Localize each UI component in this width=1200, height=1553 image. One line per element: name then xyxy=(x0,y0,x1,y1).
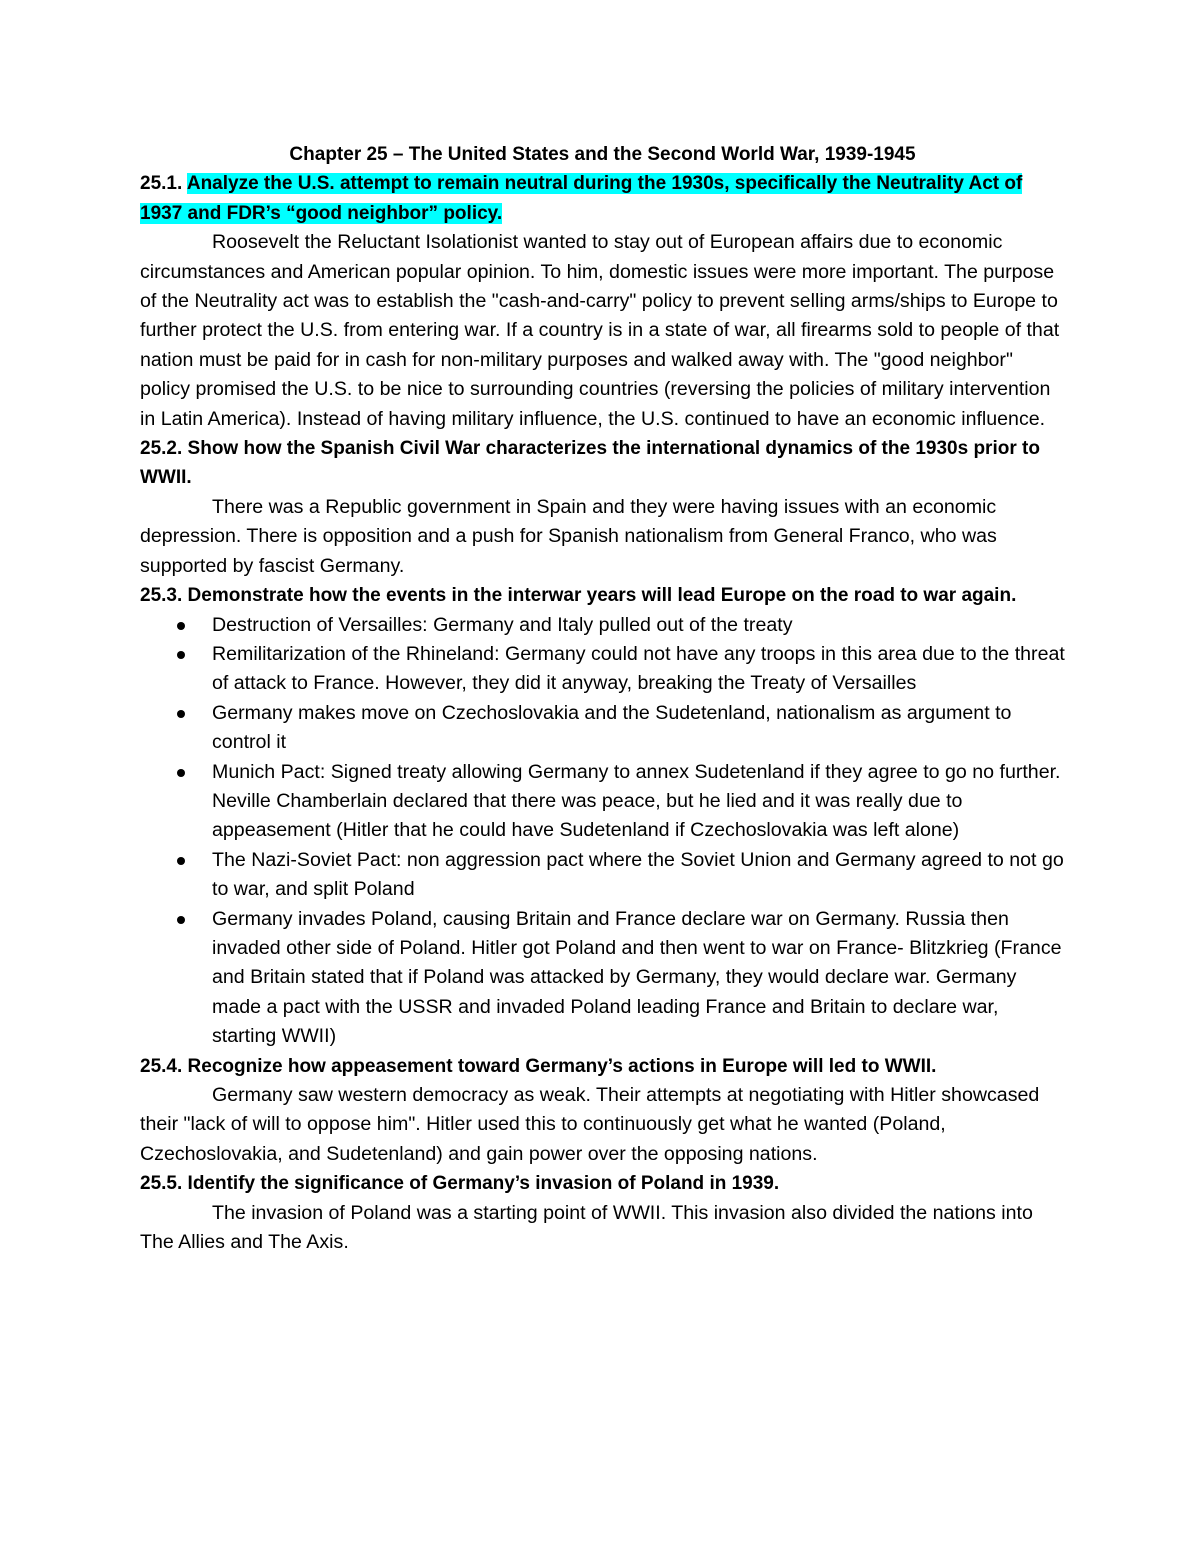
list-item xyxy=(140,640,1065,699)
section-number: 25.4. xyxy=(140,1055,183,1077)
section-paragraph: There was a Republic government in Spain and they were having issues with an economic depression. There is opposition and a push for Spanish nationalism from General Franco, who was supported by fascist Germany. xyxy=(140,495,997,577)
list-item-text: Germany makes move on Czechoslovakia and the Sudetenland, nationalism as argument to control it xyxy=(212,701,1012,754)
list-item-text: Destruction of Versailles: Germany and Italy pulled out of the treaty xyxy=(212,613,793,636)
heading-text: Recognize how appeasement toward Germany’s actions in Europe will led to WWII. xyxy=(187,1055,937,1077)
section-heading xyxy=(140,1169,1065,1198)
heading-text: Identify the significance of Germany’s invasion of Poland in 1939. xyxy=(187,1173,780,1195)
section-heading xyxy=(140,434,1065,493)
bullet-icon xyxy=(177,769,185,777)
section-25-3 xyxy=(140,581,1065,1052)
bullet-icon xyxy=(177,622,185,630)
document-page xyxy=(140,140,1065,1257)
section-25-1 xyxy=(140,169,1065,434)
section-paragraph: Roosevelt the Reluctant Isolationist wanted to stay out of European affairs due to economic circumstances and American popular opinion. To him, domestic issues were more important. The purpose of the Neutrality act was to establish the "cash-and-carry" policy to prevent selling arms/ships to Europe to further protect the U.S. from entering war. If a country is in a state of war, all firearms sold to people of that nation must be paid for in cash for non-military purposes and walked away with. The "good neighbor" policy promised the U.S. to be nice to surrounding countries (reversing the policies of military intervention in Latin America). Instead of having military influence, the U.S. continued to have an economic influence. xyxy=(140,231,1060,430)
bullet-icon xyxy=(177,651,185,659)
heading-text: Demonstrate how the events in the interwar years will lead Europe on the road to war again. xyxy=(187,585,1017,607)
section-paragraph: The invasion of Poland was a starting point of WWII. This invasion also divided the nations into The Allies and The Axis. xyxy=(140,1201,1033,1254)
list-item-text: The Nazi-Soviet Pact: non aggression pact where the Soviet Union and Germany agreed to not go to war, and split Poland xyxy=(212,848,1064,901)
section-25-2 xyxy=(140,434,1065,581)
section-number: 25.3. xyxy=(140,585,183,607)
list-item-text: Munich Pact: Signed treaty allowing Germany to annex Sudetenland if they agree to go no further. Neville Chamberlain declared that there was peace, but he lied and it was really due to appeasement (Hitler that he could have Sudetenland if Czechoslovakia was left alone) xyxy=(212,760,1061,842)
heading-text: Show how the Spanish Civil War characterizes the international dynamics of the 1930s prior to WWII. xyxy=(140,438,1040,489)
highlighted-heading-text: Analyze the U.S. attempt to remain neutral during the 1930s, specifically the Neutrality Act of 1937 and FDR’s “good neighbor” policy. xyxy=(140,173,1023,224)
section-heading xyxy=(140,581,1065,610)
bullet-icon xyxy=(177,916,185,924)
list-item xyxy=(140,611,1065,640)
bullet-icon xyxy=(177,710,185,718)
bullet-list xyxy=(140,611,1065,1052)
list-item-text: Remilitarization of the Rhineland: Germany could not have any troops in this area due to the threat of attack to France. However, they did it anyway, breaking the Treaty of Versailles xyxy=(212,642,1065,695)
section-number: 25.1. xyxy=(140,173,183,195)
list-item-text: Germany invades Poland, causing Britain and France declare war on Germany. Russia then invaded other side of Poland. Hitler got Poland and then went to war on France- Blitzkrieg (France and Britain stated that if Poland was attacked by Germany, they would declare war. Germany made a pact with the USSR and invaded Poland leading France and Britain to declare war, starting WWII) xyxy=(212,907,1062,1048)
section-heading xyxy=(140,1052,1065,1081)
bullet-icon xyxy=(177,857,185,865)
section-number: 25.2. xyxy=(140,438,183,460)
list-item xyxy=(140,699,1065,758)
list-item xyxy=(140,905,1065,1052)
section-paragraph: Germany saw western democracy as weak. Their attempts at negotiating with Hitler showcased their "lack of will to oppose him". Hitler used this to continuously get what he wanted (Poland, Czechoslovakia, and Sudetenland) and gain power over the opposing nations. xyxy=(140,1084,1040,1165)
section-number: 25.5. xyxy=(140,1173,183,1195)
page-title: Chapter 25 – The United States and the Second World War, 1939-1945 xyxy=(289,144,916,165)
section-heading xyxy=(140,169,1065,228)
list-item xyxy=(140,846,1065,905)
section-25-5 xyxy=(140,1169,1065,1257)
list-item xyxy=(140,758,1065,846)
section-25-4 xyxy=(140,1052,1065,1170)
